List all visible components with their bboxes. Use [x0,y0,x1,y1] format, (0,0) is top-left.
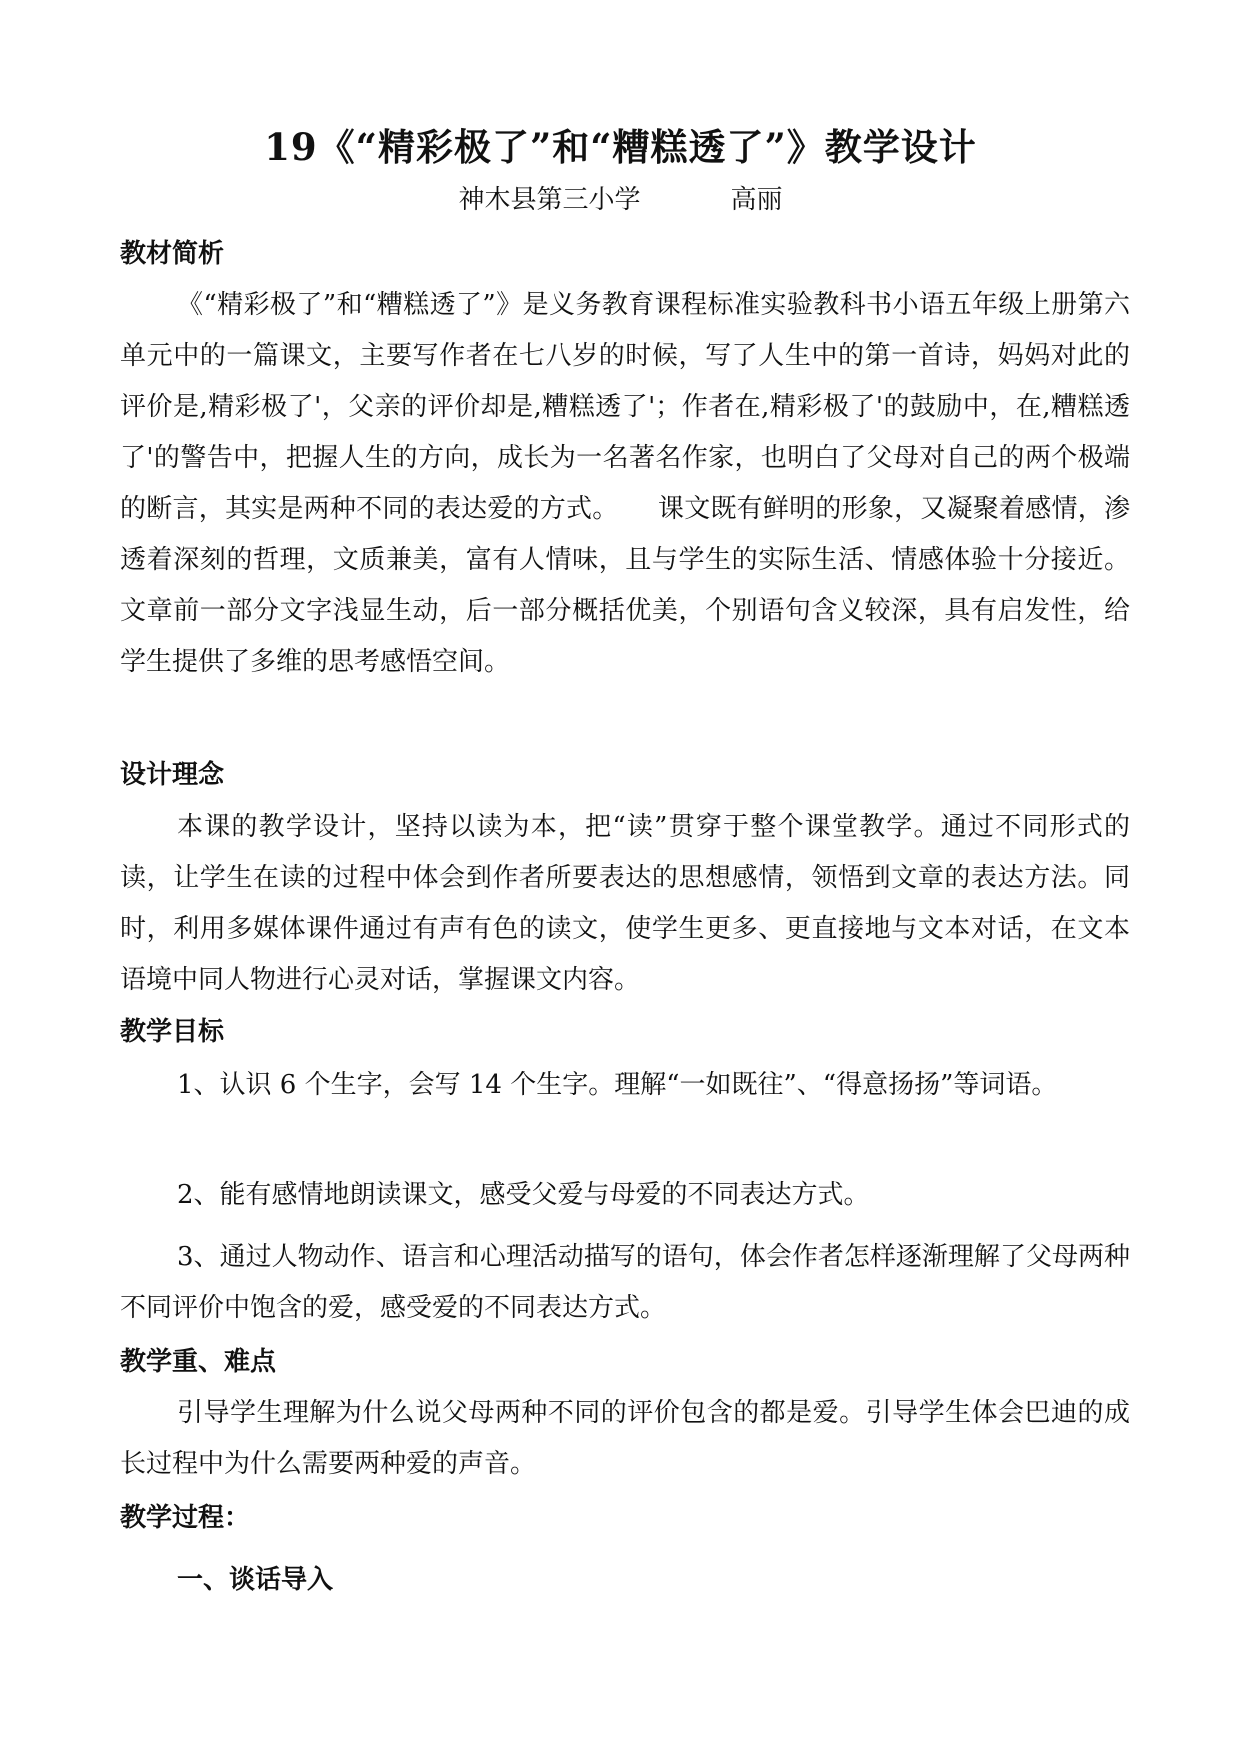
heading-concept: 设计理念 [120,760,225,790]
goal-item-3: 3、通过人物动作、语言和心理活动描写的语句，体会作者怎样逐渐理解了父母两种不同评价中饱含的爱，感受爱的不同表达方式。 [120,1242,1130,1323]
heading-analysis: 教材简析 [120,239,225,269]
paragraph-concept: 本课的教学设计，坚持以读为本，把“读”贯穿于整个课堂教学。通过不同形式的读，让学生在读的过程中体会到作者所要表达的思想感情，领悟到文章的表达方法。同时，利用多媒体课件通过有声有色的读文，使学生更多、更直接地与文本对话，在文本语境中同人物进行心灵对话，掌握课文内容。 [120,812,1130,995]
goal-item-2: 2、能有感情地朗读课文，感受父爱与母爱的不同表达方式。 [177,1180,870,1210]
heading-goals: 教学目标 [120,1017,225,1047]
author-name: 高丽 [730,185,783,215]
heading-process: 教学过程： [120,1503,251,1533]
paragraph-analysis: 《“精彩极了”和“糟糕透了”》是义务教育课程标准实验教科书小语五年级上册第六单元中的一篇课文，主要写作者在七八岁的时候，写了人生中的第一首诗，妈妈对此的评价是,精彩极了'，父亲的评价却是,糟糕透了'；作者在,精彩极了'的鼓励中，在,糟糕透了'的警告中，把握人生的方向，成长为一名著名作家，也明白了父母对自己的两个极端的断言，其实是两种不同的表达爱的方式。 课文既有鲜明的形象，又凝聚着感情，渗透着深刻的哲理，文质兼美，富有人情味，且与学生的实际生活、情感体验十分接近。文章前一部分文字浅显生动，后一部分概括优美，个别语句含义较深，具有启发性，给学生提供了多维的思考感悟空间。 [120,290,1130,677]
goal-item-1: 1、认识 6 个生字，会写 14 个生字。理解“一如既往”、“得意扬扬”等词语。 [177,1070,1058,1100]
heading-keypoints: 教学重、难点 [120,1347,277,1377]
document-title: 19《“精彩极了”和“糟糕透了”》教学设计 [264,125,977,169]
paragraph-keypoints: 引导学生理解为什么说父母两种不同的评价包含的都是爱。引导学生体会巴迪的成长过程中为什么需要两种爱的声音。 [120,1398,1130,1479]
author-line [0,180,1241,220]
process-step-1: 一、谈话导入 [177,1565,334,1595]
school-name: 神木县第三小学 [458,185,641,215]
